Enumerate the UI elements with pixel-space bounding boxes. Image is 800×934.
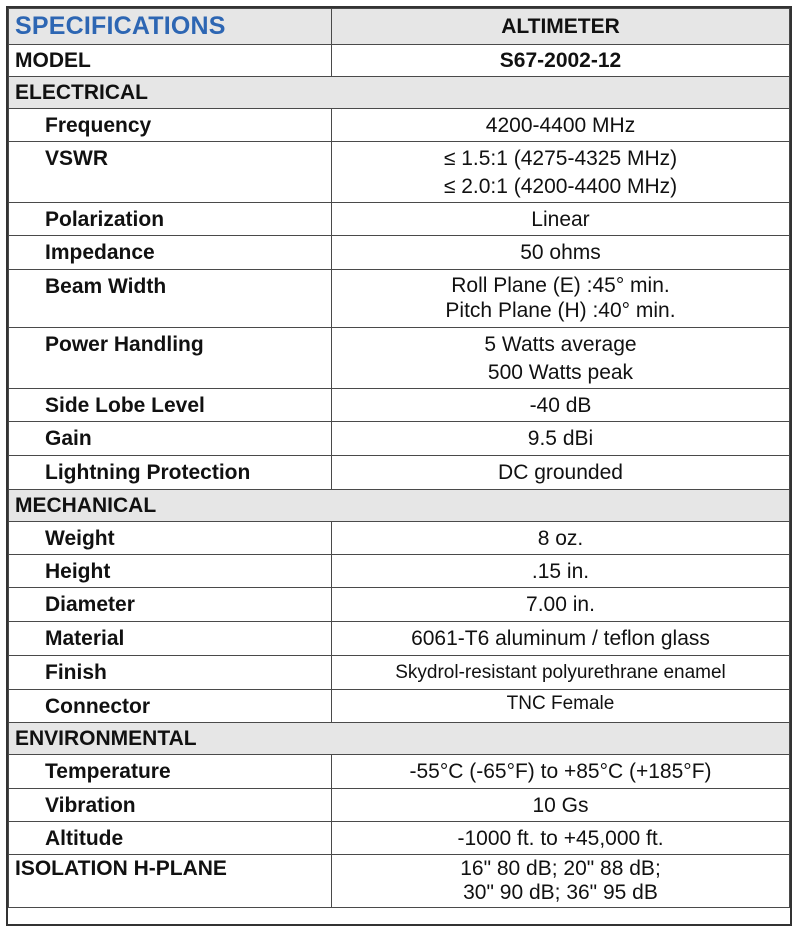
spec-label: Lightning Protection	[9, 456, 332, 490]
spec-row-diameter	[9, 588, 790, 622]
section-title: ENVIRONMENTAL	[9, 723, 790, 755]
spec-label: Side Lobe Level	[9, 389, 332, 422]
spec-value: 9.5 dBi	[332, 422, 790, 456]
specifications-heading: SPECIFICATIONS	[9, 9, 332, 45]
spec-value: 7.00 in.	[332, 588, 790, 622]
spec-value: -1000 ft. to +45,000 ft.	[332, 822, 790, 855]
spec-label: Diameter	[9, 588, 332, 622]
spec-label: Polarization	[9, 203, 332, 236]
spec-label: Connector	[9, 690, 332, 723]
spec-value: 6061-T6 aluminum / teflon glass	[332, 622, 790, 656]
spec-value-line: 500 Watts peak	[487, 361, 634, 384]
spec-value-line: ≤ 2.0:1 (4200-4400 MHz)	[443, 175, 678, 198]
spec-row-finish	[9, 656, 790, 690]
spec-value-line: Pitch Plane (H) :40° min.	[445, 299, 676, 322]
spec-label: Vibration	[9, 789, 332, 822]
spec-row-gain	[9, 422, 790, 456]
spec-row-lightning	[9, 456, 790, 490]
spec-table	[8, 8, 790, 908]
spec-label: Frequency	[9, 109, 332, 142]
spec-row-temperature	[9, 755, 790, 789]
table-header-row	[9, 9, 790, 45]
spec-row-polarization	[9, 203, 790, 236]
spec-value: Linear	[332, 203, 790, 236]
spec-row-frequency	[9, 109, 790, 142]
spec-value: 8 oz.	[332, 522, 790, 555]
spec-value-line: 5 Watts average	[484, 333, 637, 356]
section-electrical	[9, 77, 790, 109]
spec-row-beam-width	[9, 270, 790, 328]
isolation-value-line: 16" 80 dB; 20" 88 dB;	[460, 857, 661, 880]
spec-label: Power Handling	[9, 328, 332, 389]
spec-value: 4200-4400 MHz	[332, 109, 790, 142]
spec-label: Beam Width	[9, 270, 332, 328]
spec-sheet	[6, 6, 792, 926]
spec-label: Height	[9, 555, 332, 588]
spec-value: -55°C (-65°F) to +85°C (+185°F)	[332, 755, 790, 789]
spec-label: Material	[9, 622, 332, 656]
spec-value	[332, 328, 790, 389]
spec-row-connector	[9, 690, 790, 723]
spec-row-power-handling	[9, 328, 790, 389]
spec-value: 50 ohms	[332, 236, 790, 270]
spec-value	[332, 270, 790, 328]
spec-label: Impedance	[9, 236, 332, 270]
isolation-value	[332, 855, 790, 908]
model-value: S67-2002-12	[332, 45, 790, 77]
section-environmental	[9, 723, 790, 755]
spec-value: Skydrol-resistant polyurethrane enamel	[332, 656, 790, 690]
spec-label: Temperature	[9, 755, 332, 789]
section-title: MECHANICAL	[9, 490, 790, 522]
spec-row-material	[9, 622, 790, 656]
spec-value: .15 in.	[332, 555, 790, 588]
spec-label: Altitude	[9, 822, 332, 855]
isolation-value-line: 30" 90 dB; 36" 95 dB	[463, 881, 658, 904]
spec-value: -40 dB	[332, 389, 790, 422]
spec-label: Gain	[9, 422, 332, 456]
spec-row-weight	[9, 522, 790, 555]
spec-row-side-lobe	[9, 389, 790, 422]
spec-row-altitude	[9, 822, 790, 855]
section-title: ELECTRICAL	[9, 77, 790, 109]
spec-value: DC grounded	[332, 456, 790, 490]
spec-label: Finish	[9, 656, 332, 690]
model-label: MODEL	[9, 45, 332, 77]
product-heading: ALTIMETER	[332, 9, 790, 45]
spec-row-vibration	[9, 789, 790, 822]
spec-row-impedance	[9, 236, 790, 270]
spec-value-line: ≤ 1.5:1 (4275-4325 MHz)	[443, 147, 678, 170]
spec-label: VSWR	[9, 142, 332, 203]
spec-label: Weight	[9, 522, 332, 555]
spec-value	[332, 142, 790, 203]
spec-value: TNC Female	[332, 690, 790, 723]
spec-value: 10 Gs	[332, 789, 790, 822]
isolation-row	[9, 855, 790, 908]
spec-row-vswr	[9, 142, 790, 203]
spec-row-height	[9, 555, 790, 588]
section-mechanical	[9, 490, 790, 522]
model-row	[9, 45, 790, 77]
spec-value-line: Roll Plane (E) :45° min.	[451, 274, 670, 297]
isolation-label: ISOLATION H-PLANE	[9, 855, 332, 908]
